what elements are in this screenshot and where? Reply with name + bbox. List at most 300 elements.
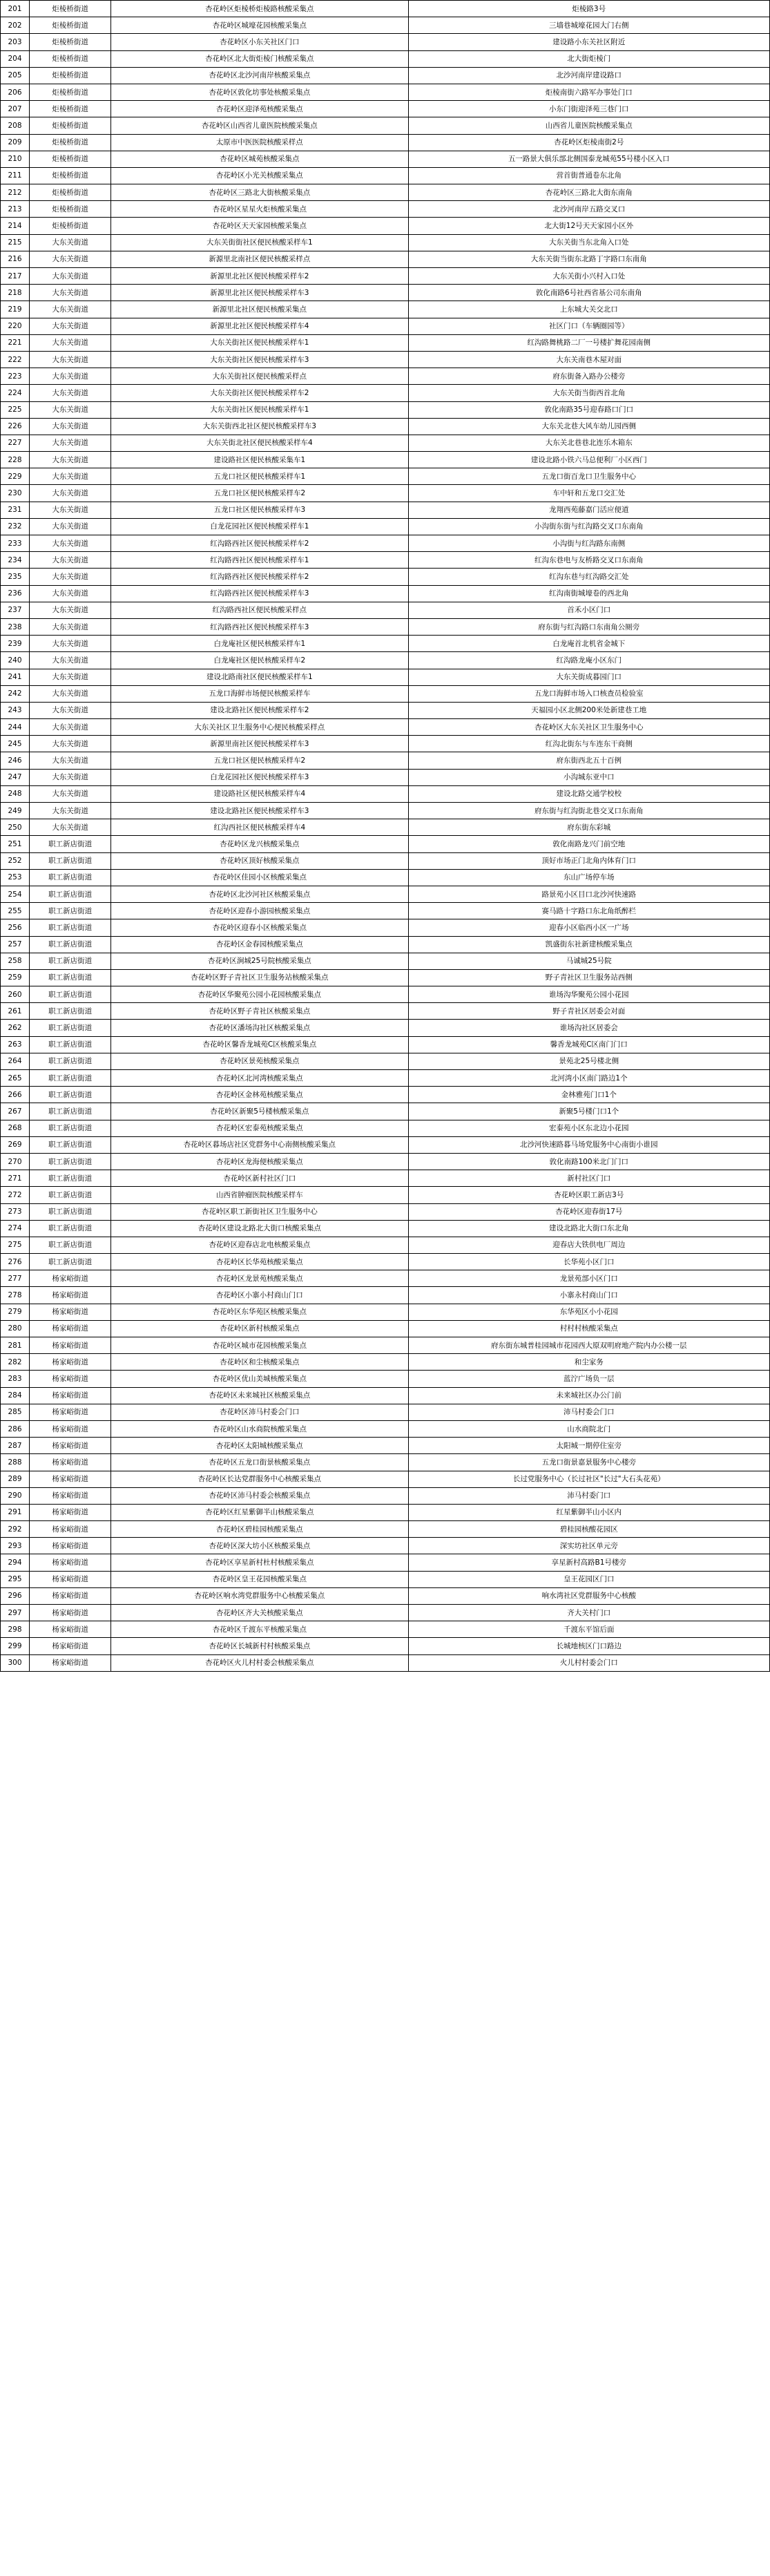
site-address: 迎春店大铁供电厂周边 (408, 1237, 770, 1253)
street-name: 炬棱桥街道 (30, 167, 111, 184)
site-address: 营首街普通卷东北角 (408, 167, 770, 184)
site-name: 白龙花园社区便民核酸采样车1 (111, 518, 408, 535)
site-address: 红沟东巷电与友桥路交叉口东南角 (408, 552, 770, 569)
street-name: 杨家峪街道 (30, 1538, 111, 1554)
table-row (1, 401, 770, 418)
table-row (1, 50, 770, 67)
row-index: 209 (1, 134, 30, 151)
site-address: 大东关街小兴村入口处 (408, 268, 770, 285)
street-name: 大东关街道 (30, 234, 111, 251)
site-address: 北沙河南岸五路交叉口 (408, 201, 770, 218)
site-name: 白龙庵社区便民核酸采样车1 (111, 636, 408, 652)
site-address: 和尘家务 (408, 1354, 770, 1371)
row-index: 242 (1, 685, 30, 702)
row-index: 205 (1, 67, 30, 84)
row-index: 233 (1, 535, 30, 552)
table-row (1, 1571, 770, 1587)
street-name: 大东关街道 (30, 769, 111, 785)
row-index: 263 (1, 1036, 30, 1053)
site-address: 凯盛街东社新建核酸采集点 (408, 936, 770, 953)
site-address: 大东关街当东北角入口处 (408, 234, 770, 251)
site-address: 北大街炬棱门 (408, 50, 770, 67)
table-row (1, 886, 770, 902)
site-name: 杏花岭区北沙河社区核酸采集点 (111, 886, 408, 902)
site-address: 碧桂园核酸花园区 (408, 1521, 770, 1538)
street-name: 大东关街道 (30, 351, 111, 368)
street-name: 大东关街道 (30, 552, 111, 569)
street-name: 杨家峪街道 (30, 1487, 111, 1504)
site-name: 新源里北社区便民核酸采样车4 (111, 318, 408, 334)
table-row (1, 1203, 770, 1220)
street-name: 职工新店街道 (30, 1087, 111, 1103)
street-name: 杨家峪街道 (30, 1287, 111, 1304)
site-name: 红沟路西社区便民核酸采样车2 (111, 535, 408, 552)
street-name: 大东关街道 (30, 752, 111, 769)
row-index: 266 (1, 1087, 30, 1103)
street-name: 大东关街道 (30, 736, 111, 752)
site-address: 野子青社区卫生服务站西侧 (408, 969, 770, 986)
site-name: 杏花岭区龙海便核酸采集点 (111, 1153, 408, 1170)
site-name: 杏花岭区小东关社区门口 (111, 34, 408, 50)
site-name: 杏花岭区新聚5号楼核酸采集点 (111, 1103, 408, 1120)
site-name: 杏花岭区碧桂园核酸采集点 (111, 1521, 408, 1538)
site-address: 红沟路舞桃路二厂一号楼扩舞花园南侧 (408, 334, 770, 351)
table-row (1, 1487, 770, 1504)
table-row (1, 1120, 770, 1136)
site-address: 赛马路十字路口东北角纸醉栏 (408, 903, 770, 919)
row-index: 256 (1, 919, 30, 936)
row-index: 261 (1, 1003, 30, 1020)
street-name: 大东关街道 (30, 535, 111, 552)
site-address: 长过党服务中心（长过社区"长过"大石头花苑） (408, 1471, 770, 1487)
site-name: 杏花岭区山水商院核酸采集点 (111, 1420, 408, 1437)
table-row (1, 251, 770, 267)
street-name: 大东关街道 (30, 803, 111, 819)
street-name: 大东关街道 (30, 685, 111, 702)
site-name: 杏花岭区龙兴核酸采集点 (111, 836, 408, 852)
table-row (1, 535, 770, 552)
site-name: 杏花岭区齐大关核酸采集点 (111, 1605, 408, 1621)
table-row (1, 285, 770, 301)
street-name: 杨家峪街道 (30, 1371, 111, 1387)
row-index: 229 (1, 468, 30, 485)
row-index: 268 (1, 1120, 30, 1136)
street-name: 职工新店街道 (30, 1053, 111, 1069)
site-address: 五龙口街百龙口卫生服务中心 (408, 468, 770, 485)
row-index: 283 (1, 1371, 30, 1387)
row-index: 211 (1, 167, 30, 184)
row-index: 255 (1, 903, 30, 919)
site-address: 府东街东彩城 (408, 819, 770, 836)
street-name: 大东关街道 (30, 502, 111, 518)
row-index: 275 (1, 1237, 30, 1253)
site-address: 沛马村委会门口 (408, 1404, 770, 1420)
site-name: 杏花岭区深大坊小区核酸采集点 (111, 1538, 408, 1554)
table-row (1, 652, 770, 669)
street-name: 大东关街道 (30, 268, 111, 285)
site-name: 五龙口海鲜市场便民核酸采样车 (111, 685, 408, 702)
street-name: 大东关街道 (30, 435, 111, 451)
site-name: 杏花岭区长达党群服务中心核酸采集点 (111, 1471, 408, 1487)
site-address: 响水湾社区党群服务中心核酸 (408, 1587, 770, 1604)
row-index: 208 (1, 117, 30, 134)
street-name: 大东关街道 (30, 418, 111, 435)
table-row (1, 1304, 770, 1320)
street-name: 职工新店街道 (30, 886, 111, 902)
site-address: 小沟街与红沟路东南侧 (408, 535, 770, 552)
street-name: 杨家峪街道 (30, 1354, 111, 1371)
site-address: 红沟北街东与车连东干商侧 (408, 736, 770, 752)
row-index: 231 (1, 502, 30, 518)
site-address: 马诚城25号院 (408, 953, 770, 969)
site-address: 天福园小区北侧200米处新建巷工地 (408, 702, 770, 718)
site-name: 红沟路西社区便民核酸采样车3 (111, 585, 408, 602)
site-address: 敦化南路6号社西省基公司东南角 (408, 285, 770, 301)
table-row (1, 1003, 770, 1020)
site-address: 红沟南街城壕卷的西北角 (408, 585, 770, 602)
table-row (1, 134, 770, 151)
site-name: 杏花岭区建设北路北大街口核酸采集点 (111, 1220, 408, 1237)
table-row (1, 1621, 770, 1638)
street-name: 大东关街道 (30, 518, 111, 535)
street-name: 职工新店街道 (30, 1020, 111, 1036)
row-index: 295 (1, 1571, 30, 1587)
site-name: 杏花岭区迎春小游园核酸采集点 (111, 903, 408, 919)
street-name: 炬棱桥街道 (30, 1, 111, 17)
table-row (1, 869, 770, 886)
table-row (1, 1337, 770, 1354)
street-name: 炬棱桥街道 (30, 201, 111, 218)
site-address: 红星紫御半山小区内 (408, 1504, 770, 1520)
street-name: 职工新店街道 (30, 1237, 111, 1253)
site-name: 杏花岭区长华苑核酸采集点 (111, 1254, 408, 1270)
row-index: 234 (1, 552, 30, 569)
table-row (1, 919, 770, 936)
street-name: 大东关街道 (30, 819, 111, 836)
site-address: 大东关北巷大风车幼儿园西侧 (408, 418, 770, 435)
street-name: 职工新店街道 (30, 1254, 111, 1270)
street-name: 炬棱桥街道 (30, 67, 111, 84)
site-name: 新源里北社区便民核酸采集点 (111, 301, 408, 318)
row-index: 270 (1, 1153, 30, 1170)
site-address: 杏花岭区职工新店3号 (408, 1187, 770, 1203)
site-address: 龙景苑部小区门口 (408, 1270, 770, 1287)
street-name: 杨家峪街道 (30, 1471, 111, 1487)
site-address: 五龙口街景嘉景服务中心楼旁 (408, 1454, 770, 1471)
site-address: 建设北路小铁六马总便利厂小区西门 (408, 452, 770, 468)
table-row (1, 602, 770, 618)
table-row (1, 468, 770, 485)
table-row (1, 1538, 770, 1554)
site-name: 建设路社区便民核酸采样车4 (111, 785, 408, 802)
table-row (1, 351, 770, 368)
site-name: 杏花岭区和尘核酸采集点 (111, 1354, 408, 1371)
site-name: 五龙口社区便民核酸采样车2 (111, 485, 408, 502)
table-row (1, 736, 770, 752)
row-index: 292 (1, 1521, 30, 1538)
table-row (1, 268, 770, 285)
row-index: 203 (1, 34, 30, 50)
table-row (1, 1587, 770, 1604)
site-name: 杏花岭区北大街炬棱门核酸采集点 (111, 50, 408, 67)
row-index: 287 (1, 1438, 30, 1454)
table-row (1, 685, 770, 702)
street-name: 职工新店街道 (30, 903, 111, 919)
site-name: 杏花岭区长城新村村核酸采集点 (111, 1638, 408, 1654)
site-address: 大东关北巷巷北连乐木箱东 (408, 435, 770, 451)
row-index: 259 (1, 969, 30, 986)
row-index: 210 (1, 151, 30, 167)
street-name: 职工新店街道 (30, 1036, 111, 1053)
site-address: 深实坊社区单元旁 (408, 1538, 770, 1554)
site-address: 山西省儿童医院核酸采集点 (408, 117, 770, 134)
row-index: 228 (1, 452, 30, 468)
site-name: 杏花岭区金林苑核酸采集点 (111, 1087, 408, 1103)
street-name: 杨家峪街道 (30, 1320, 111, 1337)
row-index: 217 (1, 268, 30, 285)
site-name: 杏花岭区北沙河南岸核酸采集点 (111, 67, 408, 84)
street-name: 大东关街道 (30, 785, 111, 802)
row-index: 281 (1, 1337, 30, 1354)
site-address: 未来城社区办公门前 (408, 1387, 770, 1404)
street-name: 杨家峪街道 (30, 1270, 111, 1287)
site-name: 白龙庵社区便民核酸采样车2 (111, 652, 408, 669)
table-row (1, 17, 770, 34)
site-address: 谁场沟华聚苑公园小花园 (408, 986, 770, 1003)
row-index: 246 (1, 752, 30, 769)
table-row (1, 836, 770, 852)
table-row (1, 618, 770, 635)
site-address: 金林雅苑门口1个 (408, 1087, 770, 1103)
street-name: 职工新店街道 (30, 852, 111, 869)
table-row (1, 1638, 770, 1654)
site-address: 太阳城一期停住室旁 (408, 1438, 770, 1454)
table-row (1, 34, 770, 50)
site-address: 龙翔西苑藤嘉门活应便道 (408, 502, 770, 518)
street-name: 大东关街道 (30, 285, 111, 301)
row-index: 241 (1, 669, 30, 685)
row-index: 294 (1, 1554, 30, 1571)
row-index: 245 (1, 736, 30, 752)
street-name: 杨家峪街道 (30, 1605, 111, 1621)
site-address: 上东城大关交北口 (408, 301, 770, 318)
site-address: 府东街备入路办公楼旁 (408, 368, 770, 385)
street-name: 大东关街道 (30, 401, 111, 418)
table-row (1, 167, 770, 184)
site-name: 建设路社区便民核酸采集车1 (111, 452, 408, 468)
row-index: 236 (1, 585, 30, 602)
table-row (1, 552, 770, 569)
site-address: 红沟路龙庵小区东门 (408, 652, 770, 669)
row-index: 252 (1, 852, 30, 869)
row-index: 206 (1, 84, 30, 100)
street-name: 杨家峪街道 (30, 1571, 111, 1587)
site-name: 杏花岭区沛马村委会门口 (111, 1404, 408, 1420)
street-name: 大东关街道 (30, 569, 111, 585)
site-address: 三墙巷城壕花园大门右侧 (408, 17, 770, 34)
row-index: 277 (1, 1270, 30, 1287)
site-address: 长华苑小区门口 (408, 1254, 770, 1270)
street-name: 杨家峪街道 (30, 1404, 111, 1420)
street-name: 炬棱桥街道 (30, 218, 111, 234)
site-name: 杏花岭区龙景苑核酸采集点 (111, 1270, 408, 1287)
table-row (1, 1220, 770, 1237)
site-address: 享星新村高路B1号楼旁 (408, 1554, 770, 1571)
street-name: 炬棱桥街道 (30, 84, 111, 100)
street-name: 大东关街道 (30, 468, 111, 485)
street-name: 杨家峪街道 (30, 1337, 111, 1354)
site-address: 蓝泞广场负一层 (408, 1371, 770, 1387)
street-name: 炬棱桥街道 (30, 50, 111, 67)
site-name: 杏花岭区迎春店北电核酸采集点 (111, 1237, 408, 1253)
table-row (1, 986, 770, 1003)
street-name: 大东关街道 (30, 251, 111, 267)
table-row (1, 1036, 770, 1053)
row-index: 225 (1, 401, 30, 418)
site-name: 杏花岭区东华苑区核酸采集点 (111, 1304, 408, 1320)
table-row (1, 151, 770, 167)
table-row (1, 234, 770, 251)
row-index: 201 (1, 1, 30, 17)
row-index: 215 (1, 234, 30, 251)
row-index: 278 (1, 1287, 30, 1304)
table-row (1, 67, 770, 84)
street-name: 大东关街道 (30, 669, 111, 685)
row-index: 267 (1, 1103, 30, 1120)
table-row (1, 1020, 770, 1036)
site-name: 杏花岭区优山美城核酸采集点 (111, 1371, 408, 1387)
row-index: 291 (1, 1504, 30, 1520)
site-name: 杏花岭区宏泰苑核酸采集点 (111, 1120, 408, 1136)
site-name: 新源里北社区便民核酸采样车2 (111, 268, 408, 285)
table-row (1, 368, 770, 385)
site-name: 杏花岭区未来城社区核酸采集点 (111, 1387, 408, 1404)
row-index: 254 (1, 886, 30, 902)
row-index: 247 (1, 769, 30, 785)
row-index: 272 (1, 1187, 30, 1203)
site-address: 建设北路北大街口东北角 (408, 1220, 770, 1237)
table-row (1, 769, 770, 785)
site-name: 杏花岭区迎泽苑核酸采集点 (111, 101, 408, 117)
row-index: 226 (1, 418, 30, 435)
street-name: 职工新店街道 (30, 986, 111, 1003)
site-address: 首禾小区门口 (408, 602, 770, 618)
site-address: 景苑北25号楼北侧 (408, 1053, 770, 1069)
table-row (1, 1237, 770, 1253)
site-address: 炬棱路3号 (408, 1, 770, 17)
street-name: 大东关街道 (30, 618, 111, 635)
street-name: 职工新店街道 (30, 1103, 111, 1120)
row-index: 238 (1, 618, 30, 635)
site-name: 红沟路西社区便民核酸采样点 (111, 602, 408, 618)
site-address: 大东关街成暮园门口 (408, 669, 770, 685)
site-name: 杏花岭区迎春小区核酸采集点 (111, 919, 408, 936)
row-index: 239 (1, 636, 30, 652)
row-index: 284 (1, 1387, 30, 1404)
table-row (1, 201, 770, 218)
site-address: 杏花岭区炬棱南街2号 (408, 134, 770, 151)
street-name: 职工新店街道 (30, 919, 111, 936)
site-address: 皇王花园区门口 (408, 1571, 770, 1587)
site-address: 炬棱南街六路军办事处门口 (408, 84, 770, 100)
site-address: 府东街与红沟街北巷交叉口东南角 (408, 803, 770, 819)
site-name: 杏花岭区响水湾党群服务中心核酸采集点 (111, 1587, 408, 1604)
site-name: 杏花岭区星星火炬核酸采集点 (111, 201, 408, 218)
row-index: 288 (1, 1454, 30, 1471)
row-index: 207 (1, 101, 30, 117)
table-row (1, 1504, 770, 1520)
street-name: 大东关街道 (30, 301, 111, 318)
site-address: 山水商院北门 (408, 1420, 770, 1437)
table-row (1, 585, 770, 602)
row-index: 227 (1, 435, 30, 451)
row-index: 219 (1, 301, 30, 318)
row-index: 260 (1, 986, 30, 1003)
site-address: 长城地核区门口路边 (408, 1638, 770, 1654)
table-row (1, 719, 770, 736)
row-index: 212 (1, 184, 30, 201)
site-address: 大东关南巷木屋对面 (408, 351, 770, 368)
street-name: 杨家峪街道 (30, 1654, 111, 1671)
site-address: 北沙河南岸建设路口 (408, 67, 770, 84)
street-name: 大东关街道 (30, 385, 111, 401)
site-name: 杏花岭区山西省儿童医院核酸采集点 (111, 117, 408, 134)
street-name: 杨家峪街道 (30, 1304, 111, 1320)
site-address: 北河湾小区南门路边1个 (408, 1070, 770, 1087)
site-address: 五一路景大俱乐部北侧国泰龙城苑55号楼小区入口 (408, 151, 770, 167)
table-row (1, 1053, 770, 1069)
site-name: 杏花岭区野子青社区核酸采集点 (111, 1003, 408, 1020)
table-row (1, 1454, 770, 1471)
site-address: 敦化南路龙兴门前空地 (408, 836, 770, 852)
row-index: 262 (1, 1020, 30, 1036)
table-row (1, 1254, 770, 1270)
site-address: 白龙庵首北机省金城下 (408, 636, 770, 652)
site-name: 新源里北社区便民核酸采样车3 (111, 285, 408, 301)
site-name: 杏花岭区馨香龙城苑C区核酸采集点 (111, 1036, 408, 1053)
street-name: 大东关街道 (30, 652, 111, 669)
row-index: 216 (1, 251, 30, 267)
site-name: 白龙花园社区便民核酸采样车3 (111, 769, 408, 785)
street-name: 炬棱桥街道 (30, 151, 111, 167)
site-address: 北沙河快速路暮马场党服务中心南街小谁园 (408, 1136, 770, 1153)
street-name: 杨家峪街道 (30, 1554, 111, 1571)
table-row (1, 1387, 770, 1404)
row-index: 290 (1, 1487, 30, 1504)
table-row (1, 785, 770, 802)
street-name: 大东关街道 (30, 452, 111, 468)
site-address: 府东街西北五十百例 (408, 752, 770, 769)
street-name: 杨家峪街道 (30, 1504, 111, 1520)
row-index: 273 (1, 1203, 30, 1220)
table-row (1, 803, 770, 819)
site-name: 杏花岭区皇王花园核酸采集点 (111, 1571, 408, 1587)
site-name: 杏花岭区野子青社区卫生服务站核酸采集点 (111, 969, 408, 986)
site-name: 杏花岭区敦化坊事处核酸采集点 (111, 84, 408, 100)
table-row (1, 418, 770, 435)
row-index: 224 (1, 385, 30, 401)
row-index: 280 (1, 1320, 30, 1337)
street-name: 炬棱桥街道 (30, 184, 111, 201)
row-index: 237 (1, 602, 30, 618)
site-name: 杏花岭区三路北大街核酸采集点 (111, 184, 408, 201)
row-index: 202 (1, 17, 30, 34)
table-row (1, 1270, 770, 1287)
row-index: 297 (1, 1605, 30, 1621)
table-row (1, 819, 770, 836)
street-name: 大东关街道 (30, 334, 111, 351)
site-name: 新源里北南社区便民核酸采样点 (111, 251, 408, 267)
